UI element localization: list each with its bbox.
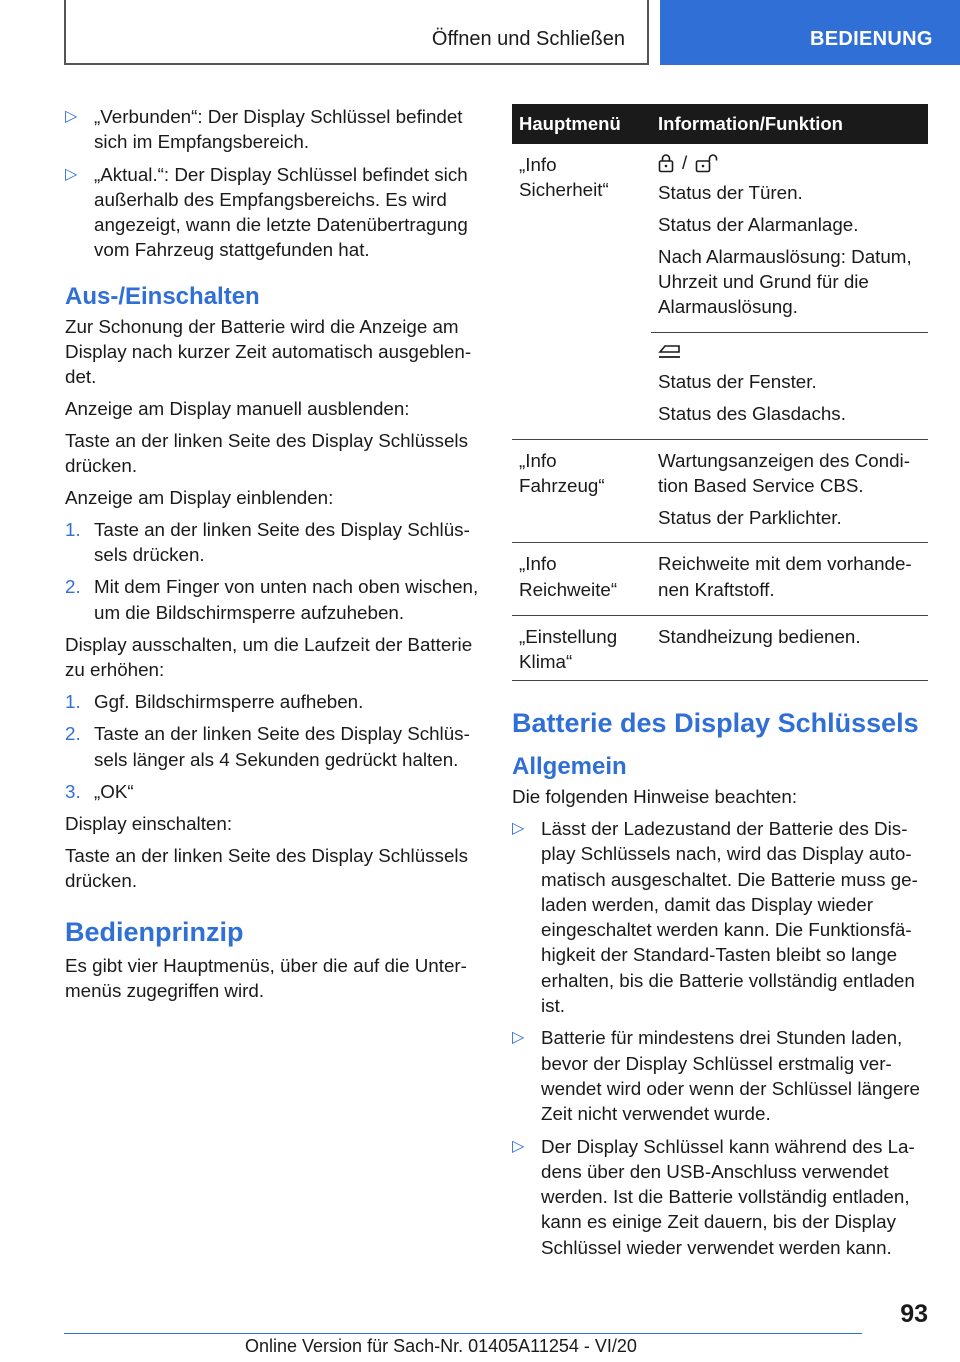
bullet-marker-icon: ▷ (512, 1137, 525, 1155)
function-line: Standheizung bedienen. (658, 625, 861, 647)
step-item (65, 517, 480, 568)
table-cell-function (651, 439, 928, 543)
step-item (65, 689, 480, 714)
table-cell-menu: „Einstellung Klima“ (512, 615, 651, 681)
icon-row (658, 152, 921, 174)
heading-batterie: Batterie des Display Schlüssels (512, 708, 919, 739)
step-text: Mit dem Finger von unten nach oben wischen, um die Bildschirmsperre aufzuheben. (94, 576, 479, 623)
step-text: „OK“ (94, 781, 134, 803)
function-line: Status der Parklichter. (658, 506, 842, 528)
step-item (65, 574, 480, 625)
bullet-marker-icon: ▷ (512, 819, 525, 837)
table-cell-function (651, 615, 928, 681)
function-line: Status des Glasdachs. (658, 402, 846, 424)
function-line: Wartungsanzeigen des Condition Based Service CBS. (658, 449, 910, 496)
bullet-text: „Aktual.“: Der Display Schlüssel befindet sich außerhalb des Empfangsbereichs. Es wird angezeigt, wann die letzte Datenübertragung vom Fahrzeug stattgefunden hat. (94, 163, 468, 261)
step-number: 3. (65, 781, 81, 803)
paragraph: Anzeige am Display einblenden: (65, 487, 334, 509)
paragraph: Zur Schonung der Batterie wird die Anzeige am Display nach kurzer Zeit automatisch ausgeblendet. (65, 315, 472, 388)
function-line: Nach Alarmauslösung: Datum, Uhrzeit und Grund für die Alarmauslösung. (658, 245, 912, 318)
bullet-item (65, 162, 480, 263)
bullet-item (65, 104, 480, 155)
heading-bedienprinzip: Bedienprinzip (65, 916, 244, 947)
step-item (65, 779, 480, 804)
footer-divider (64, 1333, 862, 1334)
paragraph: Display einschalten: (65, 813, 233, 835)
header-chapter-label: BEDIENUNG (810, 28, 933, 50)
footer-version-text: Online Version für Sach-Nr. 01405A11254 - VI/20 (245, 1336, 637, 1356)
heading-allgemein: Allgemein (512, 753, 627, 781)
table-row (512, 615, 928, 681)
bullet-marker-icon: ▷ (65, 165, 78, 183)
paragraph: Taste an der linken Seite des Display Schlüssels drücken. (65, 429, 468, 477)
icon-separator: / (682, 152, 688, 174)
table-cell-menu: „Info Reichweite“ (512, 543, 651, 615)
right-column (512, 104, 928, 1267)
page-number: 93 (900, 1300, 928, 1328)
paragraph: Taste an der linken Seite des Display Schlüssels drücken. (65, 845, 468, 892)
table-cell-menu: „Info Fahrzeug“ (512, 439, 651, 543)
function-line: Reichweite mit dem vorhandenen Kraftstoff. (658, 553, 912, 600)
step-text: Taste an der linken Seite des Display Schlüssels länger als 4 Sekunden gedrückt halten. (94, 723, 470, 770)
step-text: Ggf. Bildschirmsperre aufheben. (94, 691, 364, 713)
lock-closed-icon (658, 153, 674, 173)
step-number: 2. (65, 723, 81, 745)
bullet-item (512, 1134, 928, 1260)
table-row (512, 439, 928, 543)
bullet-text: „Verbunden“: Der Display Schlüssel befindet sich im Empfangsbereich. (94, 106, 463, 153)
header-chapter-tab (660, 0, 960, 65)
table-header-row (512, 104, 928, 144)
bullet-marker-icon: ▷ (65, 108, 78, 125)
paragraph: Es gibt vier Hauptmenüs, über die auf die Untermenüs zugegriffen wird. (65, 954, 467, 1002)
table-cell-function (651, 332, 928, 439)
paragraph: Display ausschalten, um die Laufzeit der Batterie zu erhöhen: (65, 634, 473, 681)
step-number: 2. (65, 576, 81, 598)
menu-table (512, 104, 928, 681)
bullet-text: Batterie für mindestens drei Stunden laden, bevor der Display Schlüssel erstmalig verwendet wird oder wenn der Schlüssel längere Zeit nicht verwendet wurde. (541, 1027, 920, 1125)
function-line: Status der Türen. (658, 182, 803, 203)
step-number: 1. (65, 691, 81, 713)
function-line: Status der Alarmanlage. (658, 213, 859, 235)
table-row (512, 543, 928, 615)
car-window-icon (658, 343, 682, 361)
table-header-menu: Hauptmenü (512, 104, 651, 144)
header-section-box (64, 0, 649, 65)
table-row (512, 144, 928, 332)
table-cell-menu: „Info Sicherheit“ (512, 144, 651, 439)
step-item (65, 721, 480, 772)
heading-aus-einschalten: Aus-/Einschalten (65, 282, 260, 310)
paragraph: Die folgenden Hinweise beachten: (512, 786, 798, 808)
step-number: 1. (65, 518, 81, 540)
bullet-marker-icon: ▷ (512, 1029, 525, 1047)
bullet-item (512, 816, 928, 1018)
step-text: Taste an der linken Seite des Display Schlüssels drücken. (94, 518, 470, 566)
icon-row (658, 341, 921, 363)
paragraph: Anzeige am Display manuell ausblenden: (65, 398, 410, 420)
header-section-title: Öffnen und Schließen (431, 28, 625, 50)
table-cell-function (651, 144, 928, 332)
table-cell-function (651, 543, 928, 615)
lock-open-icon (695, 153, 721, 173)
bullet-item (512, 1025, 928, 1126)
table-header-function: Information/Funktion (651, 104, 928, 144)
left-column (65, 104, 480, 1010)
bullet-text: Der Display Schlüssel kann während des Ladens über den USB-Anschluss verwendet werden. Ist die Batterie vollständig entladen, kann es einige Zeit dauern, bis der Display Schlüssel wieder verwendet werden kann. (541, 1135, 915, 1258)
function-line: Status der Fenster. (658, 370, 817, 392)
bullet-text: Lässt der Ladezustand der Batterie des Display Schlüssels nach, wird das Display automatisch ausgeschaltet. Die Batterie muss geladen werden, damit das Display wieder eingeschaltet werden kann. Die Funktionsfähigkeit der Standard-Tasten bleibt so lange erhalten, bis die Batterie vollständig entladen ist. (541, 817, 918, 1017)
